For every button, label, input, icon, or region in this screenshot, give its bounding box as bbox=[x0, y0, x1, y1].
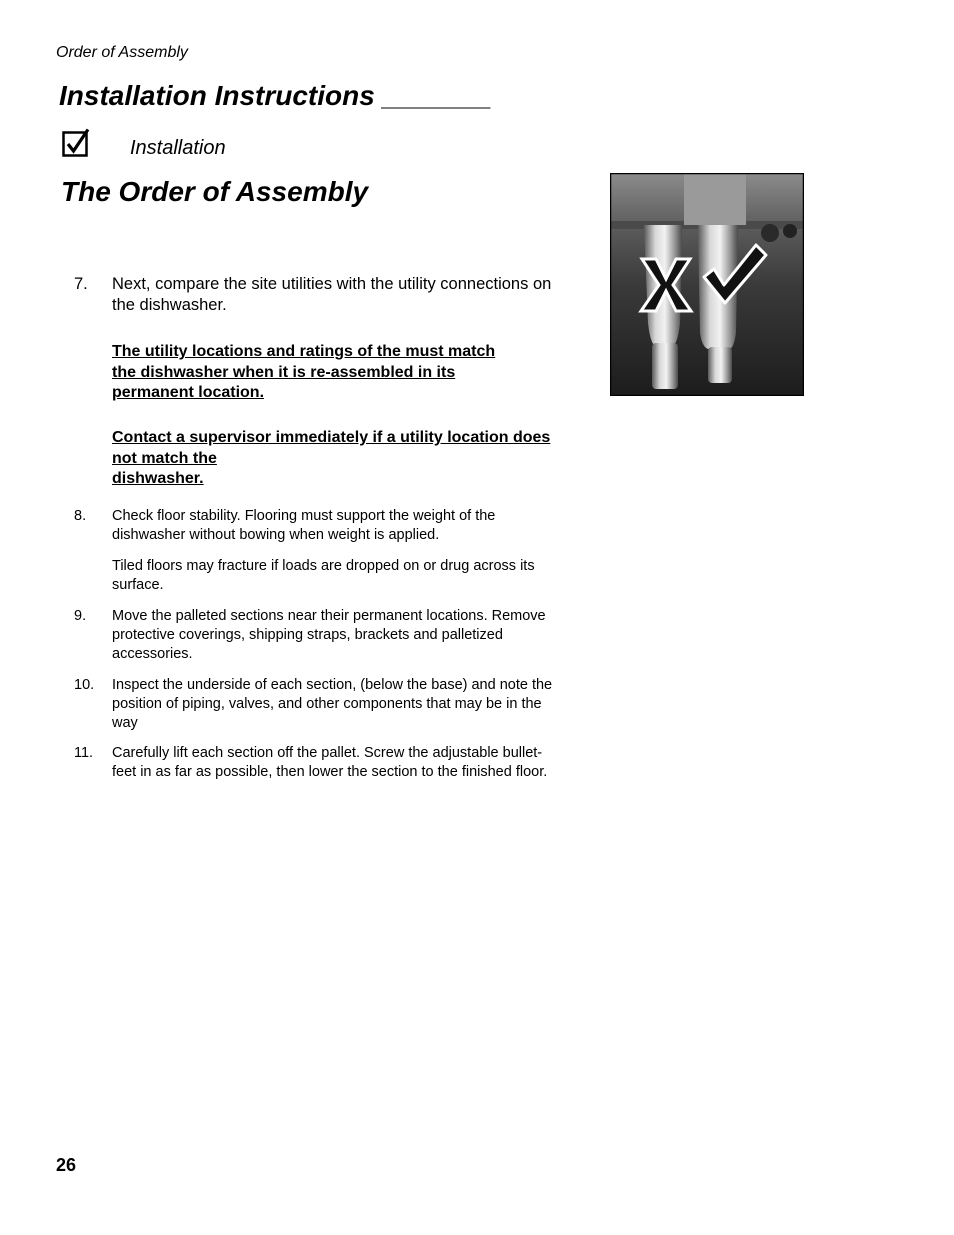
bullet-feet-photo bbox=[610, 173, 804, 396]
step-text: Inspect the underside of each section, (below the base) and note the position of piping, valves, and other components that may be in the way bbox=[112, 677, 553, 731]
step-10 bbox=[74, 676, 554, 733]
step-note: Tiled floors may fracture if loads are dropped on or drug across its surface. bbox=[112, 558, 535, 593]
step-8 bbox=[74, 507, 554, 595]
step-text: Move the palleted sections near their permanent locations. Remove protective coverings, shipping straps, brackets and palletized accessories. bbox=[112, 608, 546, 662]
running-header: Order of Assembly bbox=[56, 44, 188, 61]
warning-utility-match bbox=[74, 342, 514, 404]
page-number: 26 bbox=[56, 1155, 77, 1175]
step-text: Carefully lift each section off the pallet. Screw the adjustable bullet-feet in as far as possible, then lower the section to the finished floor. bbox=[112, 745, 548, 780]
step-number: 7. bbox=[74, 275, 88, 293]
step-11 bbox=[74, 744, 554, 782]
checkbox-checked-icon bbox=[62, 128, 90, 158]
warning-text: dishwasher. bbox=[112, 470, 204, 487]
step-text: Check floor stability. Flooring must support the weight of the dishwasher without bowing when weight is applied. bbox=[112, 508, 496, 543]
step-number: 9. bbox=[74, 608, 87, 624]
step-9 bbox=[74, 607, 554, 664]
step-number: 8. bbox=[74, 508, 87, 524]
warning-text: Contact a supervisor immediately if a utility location does not match the bbox=[112, 429, 551, 467]
page-title: Installation Instructions _______ bbox=[59, 80, 492, 111]
warning-contact-supervisor bbox=[74, 428, 554, 490]
section-title: The Order of Assembly bbox=[61, 176, 369, 207]
step-7 bbox=[74, 274, 554, 316]
subsection-label: Installation bbox=[130, 137, 226, 159]
step-number: 10. bbox=[74, 677, 95, 693]
step-number: 11. bbox=[74, 745, 94, 761]
warning-text: The utility locations and ratings of the must match the dishwasher when it is re-assembled in its permanent location. bbox=[112, 343, 496, 401]
step-text: Next, compare the site utilities with the utility connections on the dishwasher. bbox=[112, 275, 552, 314]
